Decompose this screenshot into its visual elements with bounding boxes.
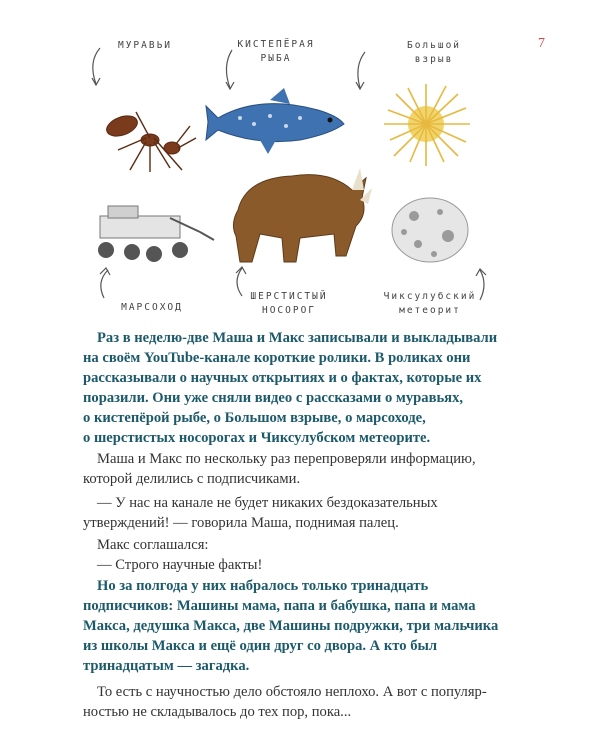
text-line: подписчиков: Машины мама, папа и бабушка, папа и мама <box>83 598 476 614</box>
caption-rhino-line2: НОСОРОГ <box>261 305 317 316</box>
arrow-rhino <box>237 268 242 296</box>
woolly-rhino-drawing <box>233 168 372 262</box>
paragraph-6 <box>83 576 523 676</box>
text-line: — У нас на канале не будет никаких бездоказательных <box>97 495 438 511</box>
text-line: тринадцатым — загадка. <box>83 658 250 674</box>
text-line: ностью не складывалось до тех пор, пока... <box>83 704 352 720</box>
paragraph-3 <box>83 493 523 533</box>
paragraph-7 <box>83 682 523 722</box>
text-line: Но за полгода у них набралось только тринадцать <box>97 578 429 594</box>
caption-meteorite-line2: метеорит <box>399 305 461 316</box>
text-line: — Строго научные факты! <box>97 557 263 573</box>
text-line: Маша и Макс по нескольку раз перепроверяли информацию, <box>97 451 476 467</box>
caption-woolly-rhino <box>246 290 332 318</box>
paragraph-4 <box>83 535 523 555</box>
text-line: на своём YouTube-канале короткие ролики. В роликах они <box>83 350 471 366</box>
text-line: поразили. Они уже сняли видео с рассказами о муравьях, <box>83 390 464 406</box>
meteorite-drawing <box>392 198 468 262</box>
caption-bigbang-line1: Большой <box>406 40 462 51</box>
arrow-rover <box>101 270 108 298</box>
caption-rover <box>110 301 194 315</box>
arrow-fish <box>226 50 232 88</box>
coelacanth-drawing <box>206 88 344 154</box>
text-line: о кистепёрой рыбе, о Большом взрыве, о марсоходе, <box>83 410 426 426</box>
caption-coelacanth-line1: КИСТЕПЁРАЯ <box>237 39 315 50</box>
text-line: Макс соглашался: <box>97 537 209 553</box>
caption-meteorite <box>380 290 480 318</box>
caption-ants-text: МУРАВЬИ <box>117 40 173 51</box>
paragraph-5 <box>83 555 523 575</box>
caption-rhino-line1: ШЕРСТИСТЫЙ <box>250 291 328 302</box>
text-line: Макса, дедушка Макса, две Машины подружки, три мальчика <box>83 618 499 634</box>
text-line: о шерстистых носорогах и Чиксулубском метеорите. <box>83 430 431 446</box>
caption-big-bang <box>394 39 474 67</box>
arrow-meteor <box>480 270 484 300</box>
caption-ants <box>110 39 180 53</box>
text-line: которой делились с подписчиками. <box>83 471 301 487</box>
rover-drawing <box>98 206 214 262</box>
arrow-ants <box>93 48 100 84</box>
text-line: Раз в неделю-две Маша и Макс записывали и выкладывали <box>97 330 498 346</box>
caption-rover-text: МАРСОХОД <box>121 302 183 313</box>
caption-coelacanth-line2: РЫБА <box>260 53 292 64</box>
page-number: 7 <box>538 36 545 51</box>
caption-coelacanth <box>236 38 316 66</box>
paragraph-2 <box>83 449 523 489</box>
text-line: То есть с научностью дело обстояло неплохо. А вот с популяр- <box>97 684 487 700</box>
text-line: утверждений! — говорила Маша, поднимая палец. <box>83 515 399 531</box>
caption-meteorite-line1: Чиксулубский <box>383 291 477 302</box>
big-bang-drawing <box>384 84 470 166</box>
text-line: из школы Макса и ещё один друг со двора. А кто был <box>83 638 438 654</box>
paragraph-1 <box>83 328 523 448</box>
text-line: рассказывали о научных открытиях и о фактах, которые их <box>83 370 482 386</box>
caption-bigbang-line2: взрыв <box>414 54 454 65</box>
ant-drawing <box>104 112 196 172</box>
